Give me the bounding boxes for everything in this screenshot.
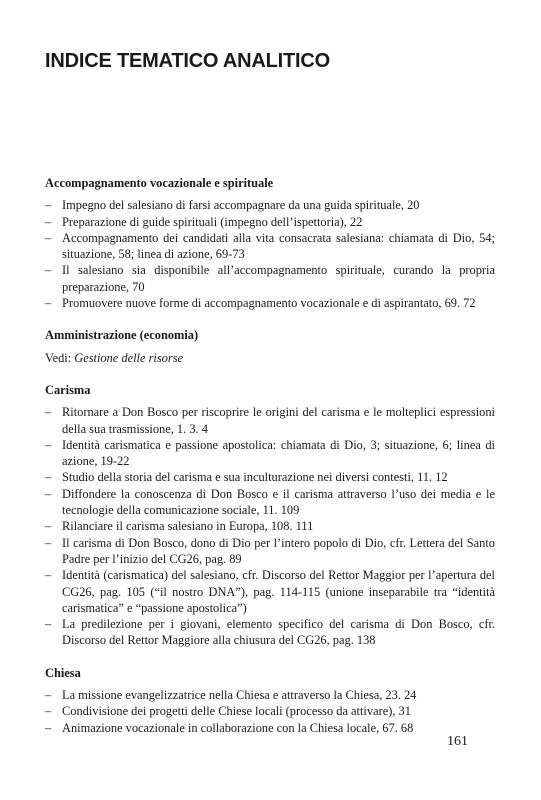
index-entry [45,486,495,519]
index-entry [45,404,495,437]
dash-marker: – [45,486,52,501]
see-label: Vedi: [45,350,75,365]
index-entry [45,469,495,485]
index-entry [45,518,495,534]
dash-marker: – [45,720,52,735]
index-entry [45,295,495,311]
dash-marker: – [45,470,52,485]
see-reference [45,350,495,366]
entry-text: Il carisma di Don Bosco, dono di Dio per l’intero popolo di Dio, cfr. Lettera del Santo Padre per l’inizio del CG26, pag. 89 [62,535,495,566]
dash-marker: – [45,437,52,452]
dash-marker: – [45,617,52,632]
dash-marker: – [45,230,52,245]
entry-list [45,404,495,648]
section-chiesa [45,665,495,736]
entry-text: Promuovere nuove forme di accompagnamento vocazionale e di aspirantato, 69. 72 [62,296,476,311]
dash-marker: – [45,405,52,420]
entry-text: Condivisione dei progetti delle Chiese locali (processo da attivare), 31 [62,704,411,719]
section-heading: Accompagnamento vocazionale e spirituale [45,176,274,190]
entry-text: Diffondere la conoscenza di Don Bosco e il carisma attraverso l’uso dei media e le tecnologie della comunicazione sociale, 11. 109 [62,486,495,518]
entry-text: La missione evangelizzatrice nella Chiesa e attraverso la Chiesa, 23. 24 [62,688,417,703]
entry-text: Preparazione di guide spirituali (impegno dell’ispettoria), 22 [62,214,363,229]
entry-list [45,197,495,311]
page-title: INDICE TEMATICO ANALITICO [45,50,330,72]
entry-text: La predilezione per i giovani, elemento specifico del carisma di Don Bosco, cfr. Discorso del Rettor Maggiore alla chiusura del CG26, pag. 138 [62,617,495,648]
index-content [45,175,495,752]
index-entry [45,437,495,470]
dash-marker: – [45,214,52,229]
index-entry [45,703,495,719]
entry-text: Identità carismatica e passione apostolica: chiamata di Dio, 3; situazione, 6; linea di azione, 19-22 [62,437,495,469]
index-entry [45,567,495,616]
entry-text: Rilanciare il carisma salesiano in Europa, 108. 111 [62,519,314,534]
entry-text: Studio della storia del carisma e sua inculturazione nei diversi contesti, 11. 12 [62,470,448,485]
dash-marker: – [45,688,52,703]
section-heading: Carisma [45,382,91,397]
dash-marker: – [45,535,52,550]
see-target: Gestione delle risorse [74,350,184,365]
entry-text: Impegno del salesiano di farsi accompagnare da una guida spirituale, 20 [62,198,420,213]
dash-marker: – [45,296,52,311]
index-entry [45,687,495,703]
section-carisma [45,382,495,649]
index-entry [45,262,495,295]
entry-text: Animazione vocazionale in collaborazione con la Chiesa locale, 67. 68 [62,720,414,735]
index-entry [45,616,495,649]
dash-marker: – [45,263,52,278]
dash-marker: – [45,568,52,583]
entry-list [45,687,495,736]
section-heading: Amministrazione (economia) [45,328,199,343]
entry-text: Accompagnamento dei candidati alla vita consacrata salesiana: chiamata di Dio, 54; situazione, 58; linea di azione, 69-73 [62,230,495,262]
section-amministrazione [45,327,495,366]
dash-marker: – [45,519,52,534]
entry-text: Ritornare a Don Bosco per riscoprire le origini del carisma e le molteplici espressioni della sua trasmissione, 1. 3. 4 [62,405,495,436]
index-entry [45,214,495,230]
index-entry [45,535,495,568]
section-heading: Chiesa [45,665,81,680]
index-entry [45,230,495,263]
page-number: 161 [447,734,468,749]
index-entry [45,720,495,736]
entry-text: Identità (carismatica) del salesiano, cfr. Discorso del Rettor Maggior per l’apertura del CG26, pag. 105 (“il nostro DNA”), pag. 114-115 (unione inseparabile tra “identità carismatica” e “passione apostolica”) [62,568,495,615]
dash-marker: – [45,198,52,213]
entry-text: Il salesiano sia disponibile all’accompagnamento spirituale, curando la propria preparazione, 70 [62,263,495,294]
index-entry [45,197,495,213]
dash-marker: – [45,704,52,719]
section-accompagnamento [45,175,495,311]
